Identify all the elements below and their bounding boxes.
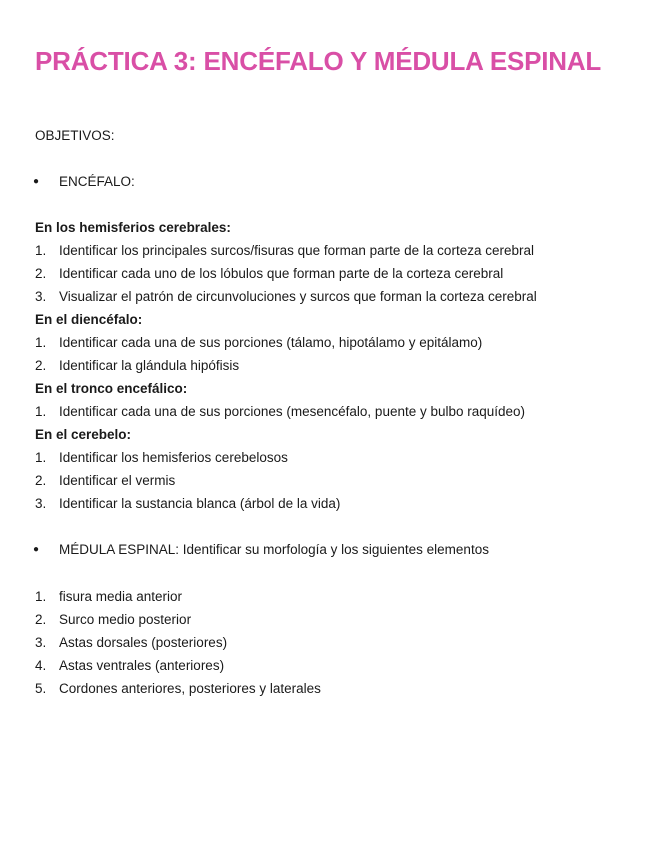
list-number: 3. bbox=[35, 635, 47, 650]
list-item: Identificar los principales surcos/fisuras que forman parte de la corteza cerebral bbox=[59, 243, 534, 258]
list-number: 5. bbox=[35, 681, 47, 696]
list-item: Identificar cada una de sus porciones (mesencéfalo, puente y bulbo raquídeo) bbox=[59, 404, 526, 419]
list-item: Identificar la glándula hipófisis bbox=[59, 358, 240, 373]
list-item: Identificar el vermis bbox=[59, 473, 176, 488]
section-heading: En el diencéfalo: bbox=[35, 312, 143, 327]
section-heading: En el cerebelo: bbox=[35, 427, 132, 442]
list-number: 3. bbox=[35, 289, 47, 304]
list-item: Identificar cada uno de los lóbulos que forman parte de la corteza cerebral bbox=[59, 266, 504, 281]
list-item: Cordones anteriores, posteriores y laterales bbox=[59, 681, 321, 696]
list-number: 2. bbox=[35, 266, 47, 281]
list-item: Identificar la sustancia blanca (árbol de la vida) bbox=[59, 496, 341, 511]
page-title: PRÁCTICA 3: ENCÉFALO Y MÉDULA ESPINAL bbox=[35, 46, 602, 76]
list-number: 2. bbox=[35, 473, 47, 488]
list-number: 4. bbox=[35, 658, 47, 673]
medula-heading: MÉDULA ESPINAL: Identificar su morfología y los siguientes elementos bbox=[59, 542, 489, 557]
list-item: Identificar los hemisferios cerebelosos bbox=[59, 450, 288, 465]
list-number: 3. bbox=[35, 496, 47, 511]
list-item: Identificar cada una de sus porciones (tálamo, hipotálamo y epitálamo) bbox=[59, 335, 483, 350]
section-heading: En el tronco encefálico: bbox=[35, 381, 188, 396]
list-item: fisura media anterior bbox=[59, 589, 183, 604]
bullet-icon: ● bbox=[33, 176, 40, 187]
list-item: Surco medio posterior bbox=[59, 612, 192, 627]
list-number: 1. bbox=[35, 589, 47, 604]
list-number: 1. bbox=[35, 404, 47, 419]
list-number: 1. bbox=[35, 243, 47, 258]
bullet-icon: ● bbox=[33, 544, 40, 555]
encefalo-heading: ENCÉFALO: bbox=[59, 174, 135, 189]
section-heading: En los hemisferios cerebrales: bbox=[35, 220, 231, 235]
list-item: Astas dorsales (posteriores) bbox=[59, 635, 228, 650]
list-number: 1. bbox=[35, 450, 47, 465]
list-item: Visualizar el patrón de circunvoluciones y surcos que forman la corteza cerebral bbox=[59, 289, 537, 304]
list-item: Astas ventrales (anteriores) bbox=[59, 658, 225, 673]
list-number: 2. bbox=[35, 612, 47, 627]
objectives-label: OBJETIVOS: bbox=[35, 128, 115, 143]
list-number: 2. bbox=[35, 358, 47, 373]
list-number: 1. bbox=[35, 335, 47, 350]
